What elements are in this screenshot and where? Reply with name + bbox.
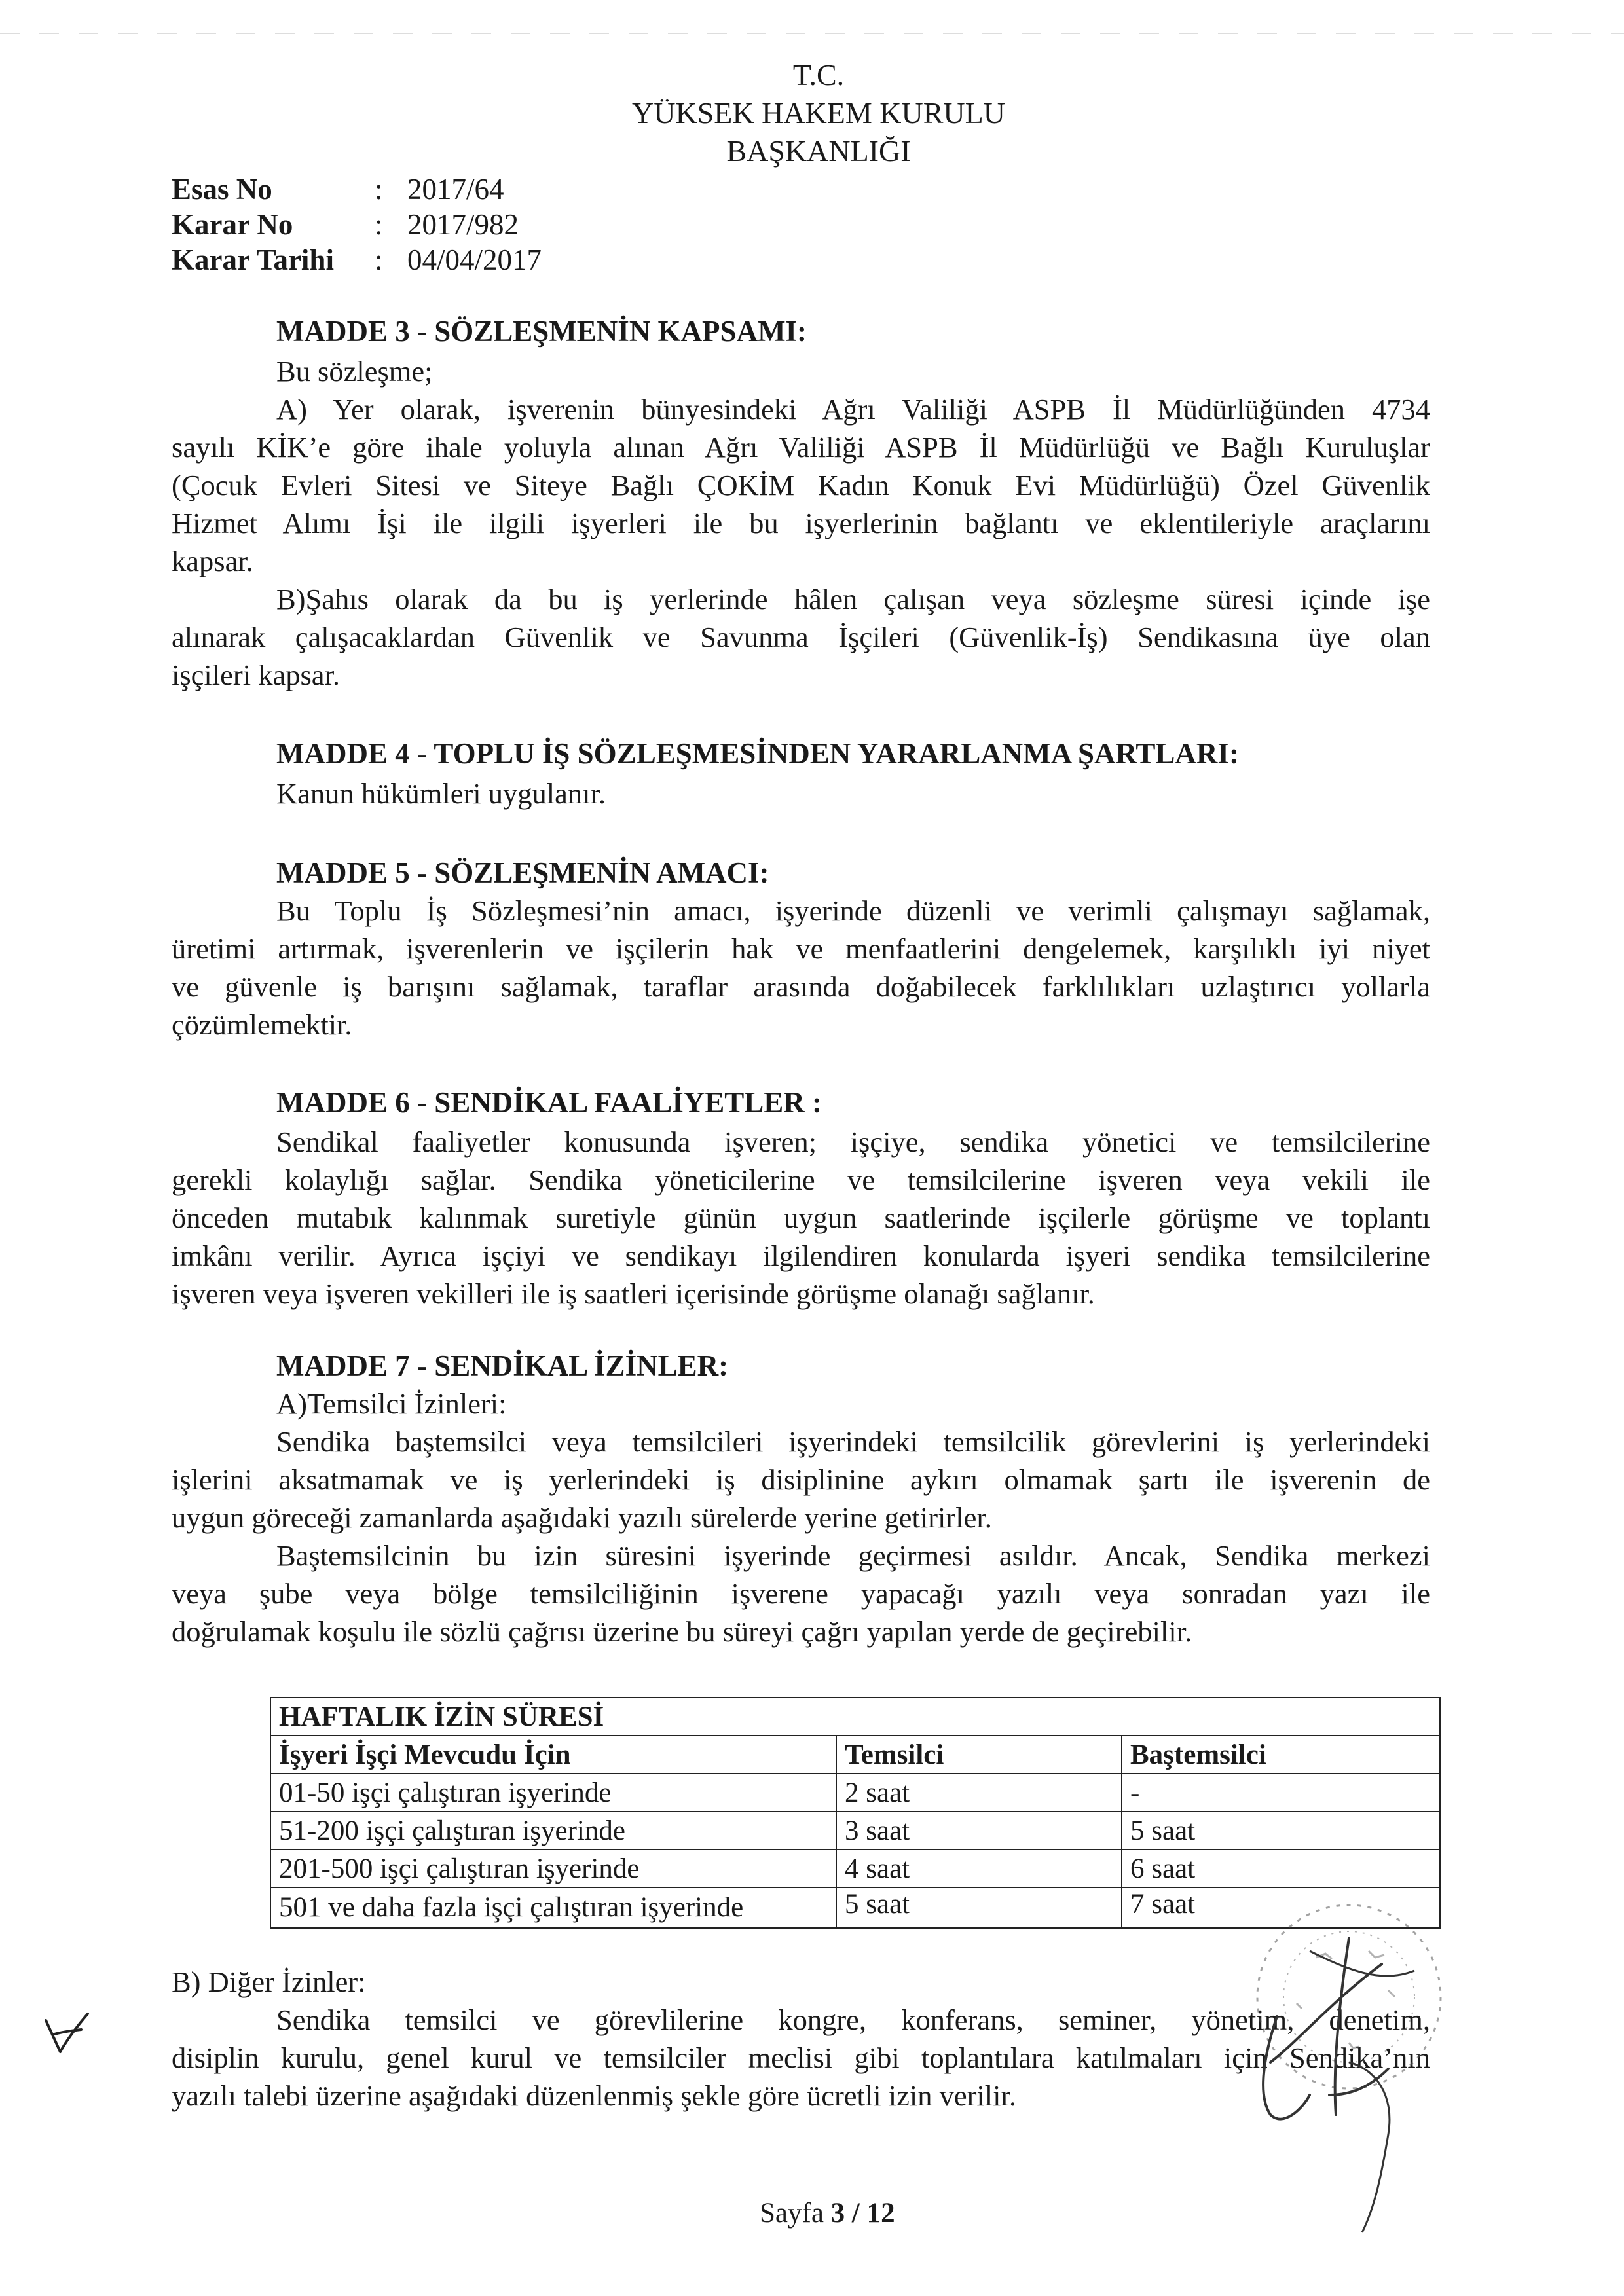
table-cell: 5 saat bbox=[1122, 1812, 1440, 1850]
paragraph-line: Baştemsilcinin bu izin süresini işyerinde geçirmesi asıldır. Ancak, Sendika merkezi bbox=[276, 1539, 1430, 1572]
meta-value: 2017/64 bbox=[407, 173, 504, 206]
paragraph-line: işveren veya işveren vekilleri ile iş saatleri içerisinde görüşme olanağı sağlanır. bbox=[172, 1277, 1095, 1310]
initial-signature-icon bbox=[41, 2001, 100, 2073]
paragraph-line: B)Şahıs olarak da bu iş yerlerinde hâlen çalışan veya sözleşme süresi içinde işe bbox=[276, 583, 1430, 615]
table-row bbox=[270, 1850, 1440, 1887]
paragraph-line: gerekli kolaylığı sağlar. Sendika yöneticilerine ve temsilcilerine işveren veya vekili ile bbox=[172, 1163, 1430, 1196]
table-cell: 51-200 işçi çalıştıran işyerinde bbox=[270, 1812, 836, 1850]
paragraph-line: önceden mutabık kalınmak suretiyle günün uygun saatlerinde işçilerle görüşme ve toplantı bbox=[172, 1201, 1430, 1234]
stamp-signature-icon bbox=[1218, 1899, 1493, 2239]
paragraph-line: sayılı KİK’e göre ihale yoluyla alınan Ağrı Valiliği ASPB İl Müdürlüğü ve Bağlı Kuruluşlar bbox=[172, 431, 1430, 464]
paragraph-line: işçileri kapsar. bbox=[172, 659, 341, 691]
madde4-body bbox=[276, 774, 1430, 812]
page-number bbox=[760, 2197, 895, 2229]
table-title-row bbox=[270, 1698, 1440, 1736]
madde3-body bbox=[172, 352, 1430, 694]
paragraph-line: A)Temsilci İzinleri: bbox=[276, 1387, 507, 1420]
paragraph-line: imkânı verilir. Ayrıca işçiyi ve sendikayı ilgilendiren konularda işyeri sendika temsilcilerine bbox=[172, 1239, 1430, 1272]
paragraph-line: işlerini aksatmamak ve iş yerlerindeki iş disiplinine aykırı olmamak şartı ile işverenin de bbox=[172, 1463, 1430, 1496]
paragraph-line: Sendika temsilci ve görevlilerine kongre, konferans, seminer, yönetim, denetim, bbox=[276, 2003, 1430, 2036]
table-row bbox=[270, 1812, 1440, 1850]
meta-row-tarih bbox=[172, 242, 542, 278]
paragraph-line: B) Diğer İzinler: bbox=[172, 1965, 366, 1998]
paragraph-line: Sendikal faaliyetler konusunda işveren; işçiye, sendika yönetici ve temsilcilerine bbox=[276, 1125, 1430, 1158]
table-cell: 3 saat bbox=[836, 1812, 1122, 1850]
paragraph-line: disiplin kurulu, genel kurul ve temsilciler meclisi gibi toplantılara katılmaları için Sendika’nın bbox=[172, 2041, 1430, 2074]
paragraph-line: üretimi artırmak, işverenlerin ve işçilerin hak ve menfaatlerini dengelemek, karşılıklı iyi niyet bbox=[172, 932, 1430, 965]
meta-value: 04/04/2017 bbox=[407, 244, 542, 276]
meta-row-esas bbox=[172, 172, 542, 207]
paragraph-line: yazılı talebi üzerine aşağıdaki düzenlenmiş şekle göre ücretli izin verilir. bbox=[172, 2079, 1017, 2112]
meta-colon: : bbox=[375, 173, 383, 206]
table-cell: 2 saat bbox=[836, 1774, 1122, 1812]
page-current: 3 bbox=[830, 2198, 845, 2229]
madde7-title: MADDE 7 - SENDİKAL İZİNLER: bbox=[276, 1349, 729, 1382]
table-cell: 7 saat bbox=[1122, 1887, 1440, 1928]
paragraph-line: kapsar. bbox=[172, 545, 253, 577]
meta-label: Esas No bbox=[172, 173, 272, 206]
paragraph-line: Bu Toplu İş Sözleşmesi’nin amacı, işyerinde düzenli ve verimli çalışmayı sağlamak, bbox=[276, 894, 1430, 927]
table-header-cell: Temsilci bbox=[836, 1736, 1122, 1774]
table-cell: 6 saat bbox=[1122, 1850, 1440, 1887]
table-cell: 5 saat bbox=[836, 1887, 1122, 1928]
table-header-cell: İşyeri İşçi Mevcudu İçin bbox=[270, 1736, 836, 1774]
meta-row-karar bbox=[172, 207, 542, 242]
header-presidency: BAŞKANLIĞI bbox=[726, 134, 911, 168]
page-prefix: Sayfa bbox=[760, 2198, 831, 2229]
paragraph-line: (Çocuk Evleri Sitesi ve Siteye Bağlı ÇOKİM Kadın Konuk Evi Müdürlüğü) Özel Güvenlik bbox=[172, 469, 1430, 501]
table-row bbox=[270, 1774, 1440, 1812]
madde3-title: MADDE 3 - SÖZLEŞMENİN KAPSAMI: bbox=[276, 315, 807, 348]
madde7-body bbox=[172, 1385, 1430, 1650]
madde5-title: MADDE 5 - SÖZLEŞMENİN AMACI: bbox=[276, 856, 769, 889]
paragraph-line: A) Yer olarak, işverenin bünyesindeki Ağrı Valiliği ASPB İl Müdürlüğünden 4734 bbox=[276, 393, 1430, 426]
paragraph-line: Hizmet Alımı İşi ile ilgili işyerleri ile bu işyerlerinin bağlantı ve eklentileriyle araçlarını bbox=[172, 507, 1430, 539]
header-tc: T.C. bbox=[792, 58, 845, 92]
meta-colon: : bbox=[375, 208, 383, 241]
paragraph-line: ve güvenle iş barışını sağlamak, taraflar arasında doğabilecek farklılıkları uzlaştırıcı yollarla bbox=[172, 970, 1430, 1003]
paragraph-line: Sendika baştemsilci veya temsilcileri işyerindeki temsilcilik görevlerini iş yerlerindeki bbox=[276, 1425, 1430, 1458]
weekly-leave-table bbox=[270, 1697, 1441, 1929]
page-sep: / bbox=[845, 2198, 867, 2229]
table-cell: - bbox=[1122, 1774, 1440, 1812]
scan-artifact-line bbox=[0, 33, 1624, 34]
table-cell: 4 saat bbox=[836, 1850, 1122, 1887]
madde6-body bbox=[172, 1123, 1430, 1313]
table-header-row bbox=[270, 1736, 1440, 1774]
paragraph-line: Kanun hükümleri uygulanır. bbox=[276, 777, 606, 810]
paragraph-line: Bu sözleşme; bbox=[276, 355, 433, 388]
madde6-title: MADDE 6 - SENDİKAL FAALİYETLER : bbox=[276, 1086, 822, 1119]
paragraph-line: uygun göreceği zamanlarda aşağıdaki yazılı sürelerde yerine getirirler. bbox=[172, 1501, 992, 1534]
official-stamp bbox=[1218, 1899, 1493, 2242]
paragraph-line: alınarak çalışacaklardan Güvenlik ve Savunma İşçileri (Güvenlik-İş) Sendikasına üye olan bbox=[172, 621, 1430, 653]
table-cell: 501 ve daha fazla işçi çalıştıran işyerinde bbox=[270, 1887, 836, 1928]
paragraph-line: çözümlemektir. bbox=[172, 1008, 352, 1041]
margin-initial-signature bbox=[41, 2001, 100, 2076]
header-institution: YÜKSEK HAKEM KURULU bbox=[632, 96, 1005, 130]
madde5-body bbox=[172, 892, 1430, 1044]
madde4-title: MADDE 4 - TOPLU İŞ SÖZLEŞMESİNDEN YARARLANMA ŞARTLARI: bbox=[276, 737, 1239, 770]
paragraph-line: doğrulamak koşulu ile sözlü çağrısı üzerine bu süreyi çağrı yapılan yerde de geçirebilir. bbox=[172, 1615, 1192, 1648]
table-cell: 01-50 işçi çalıştıran işyerinde bbox=[270, 1774, 836, 1812]
meta-label: Karar No bbox=[172, 208, 293, 241]
meta-value: 2017/982 bbox=[407, 208, 519, 241]
table-cell: 201-500 işçi çalıştıran işyerinde bbox=[270, 1850, 836, 1887]
case-meta bbox=[172, 172, 542, 278]
paragraph-line: veya şube veya bölge temsilciliğinin işverene yapacağı yazılı veya sonradan yazı ile bbox=[172, 1577, 1430, 1610]
meta-colon: : bbox=[375, 244, 383, 276]
table-header-cell: Baştemsilci bbox=[1122, 1736, 1440, 1774]
table-title: HAFTALIK İZİN SÜRESİ bbox=[270, 1698, 1440, 1736]
page-total: 12 bbox=[866, 2198, 895, 2229]
meta-label: Karar Tarihi bbox=[172, 244, 334, 276]
